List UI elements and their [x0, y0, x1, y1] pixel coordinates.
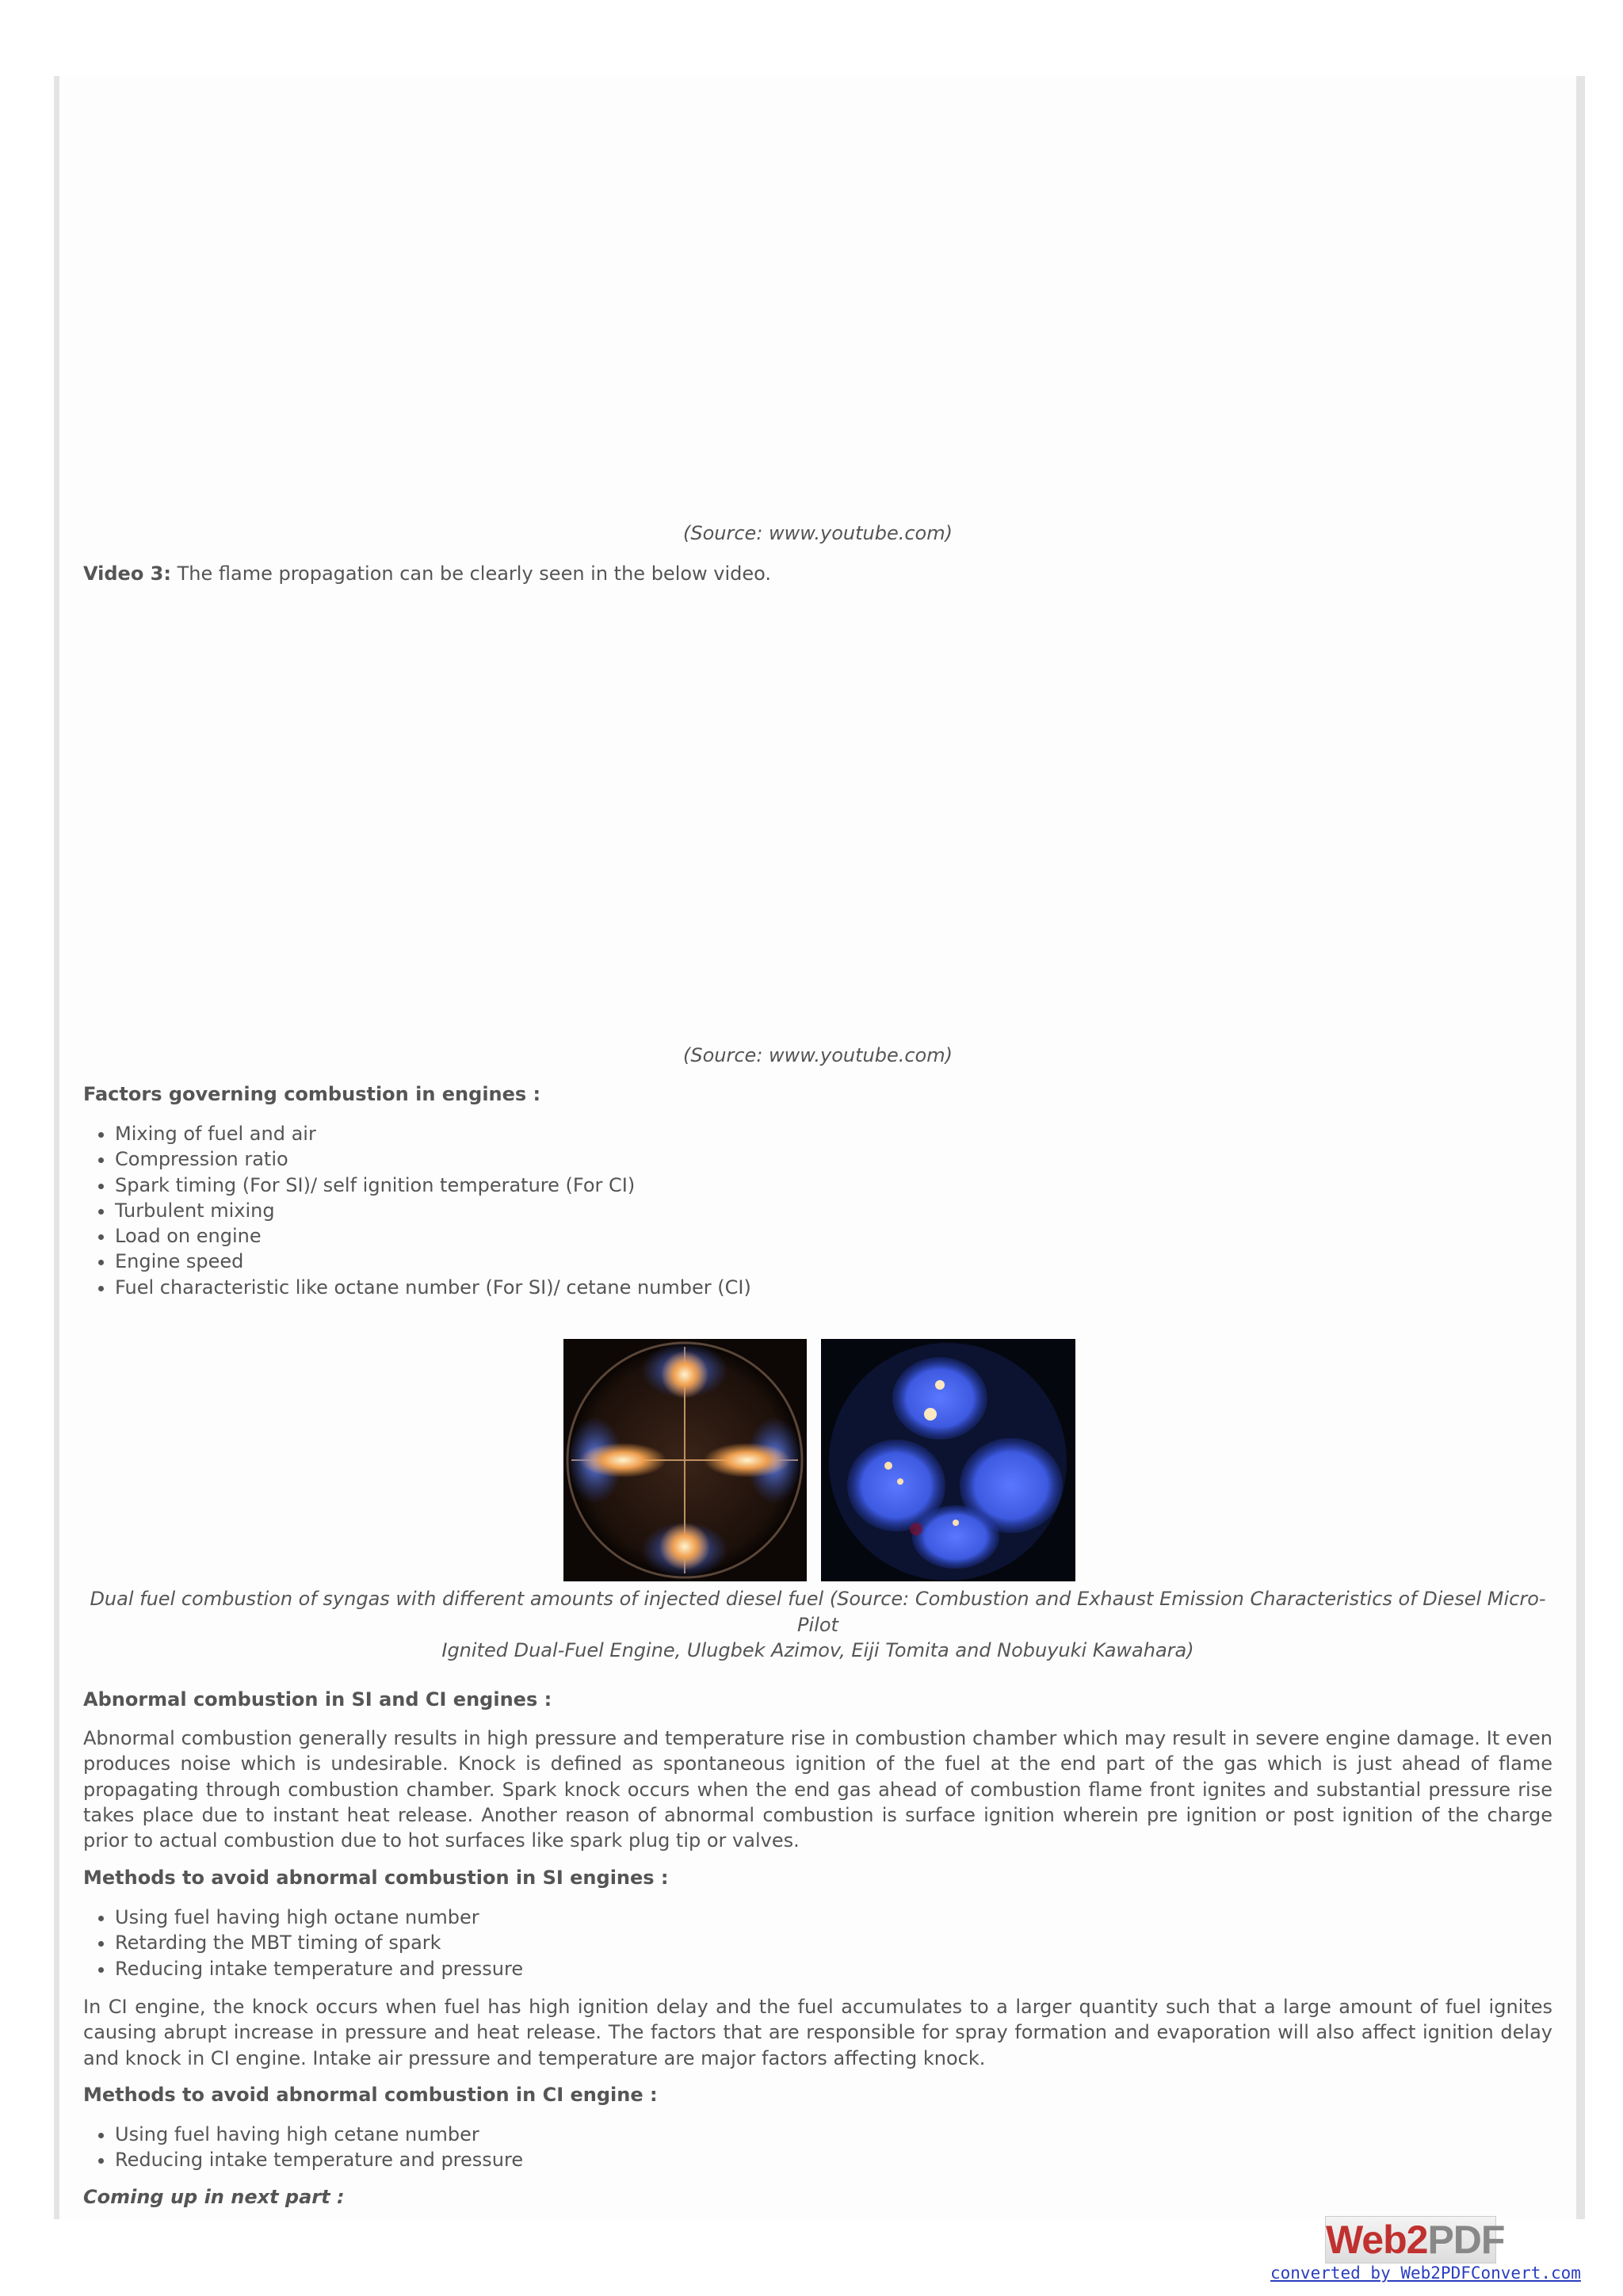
factors-heading: Factors governing combustion in engines : — [83, 1083, 541, 1105]
combustion-photo-diesel-spray — [563, 1339, 807, 1581]
figure-caption-line-2: Ignited Dual-Fuel Engine, Ulugbek Azimov, Eiji Tomita and Nobuyuki Kawahara) — [441, 1639, 1194, 1661]
list-item: • Engine speed — [115, 1249, 751, 1274]
list-item: • Fuel characteristic like octane number (For SI)/ cetane number (CI) — [115, 1275, 751, 1300]
list-item: • Mixing of fuel and air — [115, 1121, 751, 1146]
figure-caption — [83, 1586, 1552, 1664]
si-methods-list — [83, 1905, 523, 1981]
video3-intro — [83, 561, 1552, 586]
logo-text-pdf: PDF — [1427, 2218, 1505, 2262]
abnormal-paragraph: Abnormal combustion generally results in high pressure and temperature rise in combustion chamber which may result in severe engine damage. It even produces noise which is undesirable. Knock is defined as spontaneous ignition of the fuel at the end part of the gas which is just ahead of flame propagating through combustion chamber. Spark knock occurs when the end gas ahead of combustion flame front ignites and substantial pressure rise takes place due to instant heat release. Another reason of abnormal combustion is surface ignition wherein pre ignition or post ignition of the charge prior to actual combustion due to hot surfaces like spark plug tip or valves. — [83, 1727, 1552, 1852]
list-item: • Compression ratio — [115, 1146, 751, 1172]
combustion-photo-pilot-ignition — [821, 1339, 1075, 1581]
si-methods-heading: Methods to avoid abnormal combustion in SI engines : — [83, 1867, 669, 1889]
video3-source: (Source: www.youtube.com) — [683, 1044, 953, 1066]
factors-list — [83, 1121, 751, 1300]
converted-by-link[interactable]: converted by Web2PDFConvert.com — [1270, 2264, 1581, 2283]
video2-source: (Source: www.youtube.com) — [683, 522, 953, 544]
web2pdf-logo[interactable] — [1325, 2216, 1505, 2264]
next-part-heading: Coming up in next part : — [83, 2186, 345, 2208]
list-item: • Load on engine — [115, 1223, 751, 1249]
list-item: • Using fuel having high cetane number — [115, 2122, 523, 2147]
video3-description: The flame propagation can be clearly seen in the below video. — [170, 563, 772, 585]
ci-methods-list — [83, 2122, 523, 2173]
list-item: • Reducing intake temperature and pressure — [115, 1956, 523, 1981]
list-item: • Reducing intake temperature and pressure — [115, 2147, 523, 2172]
video3-embed[interactable] — [555, 602, 1094, 1030]
figure-caption-line-1: Dual fuel combustion of syngas with different amounts of injected diesel fuel (Source: Combustion and Exhaust Emission Characteristics of Diesel Micro-Pilot — [90, 1588, 1546, 1636]
logo-text-web2: Web2 — [1326, 2218, 1428, 2262]
ci-paragraph: In CI engine, the knock occurs when fuel has high ignition delay and the fuel accumulates to a larger quantity such that a large amount of fuel ignites causing abrupt increase in pressure and heat release. The factors that are responsible for spray formation and evaporation will also affect ignition delay and knock in CI engine. Intake air pressure and temperature are major factors affecting knock. — [83, 1996, 1552, 2069]
video3-label: Video 3: — [83, 563, 171, 585]
abnormal-heading: Abnormal combustion in SI and CI engines : — [83, 1688, 552, 1711]
list-item: • Retarding the MBT timing of spark — [115, 1930, 523, 1955]
list-item: • Turbulent mixing — [115, 1198, 751, 1223]
list-item: • Spark timing (For SI)/ self ignition temperature (For CI) — [115, 1173, 751, 1198]
ci-methods-heading: Methods to avoid abnormal combustion in CI engine : — [83, 2084, 658, 2106]
list-item: • Using fuel having high octane number — [115, 1905, 523, 1930]
